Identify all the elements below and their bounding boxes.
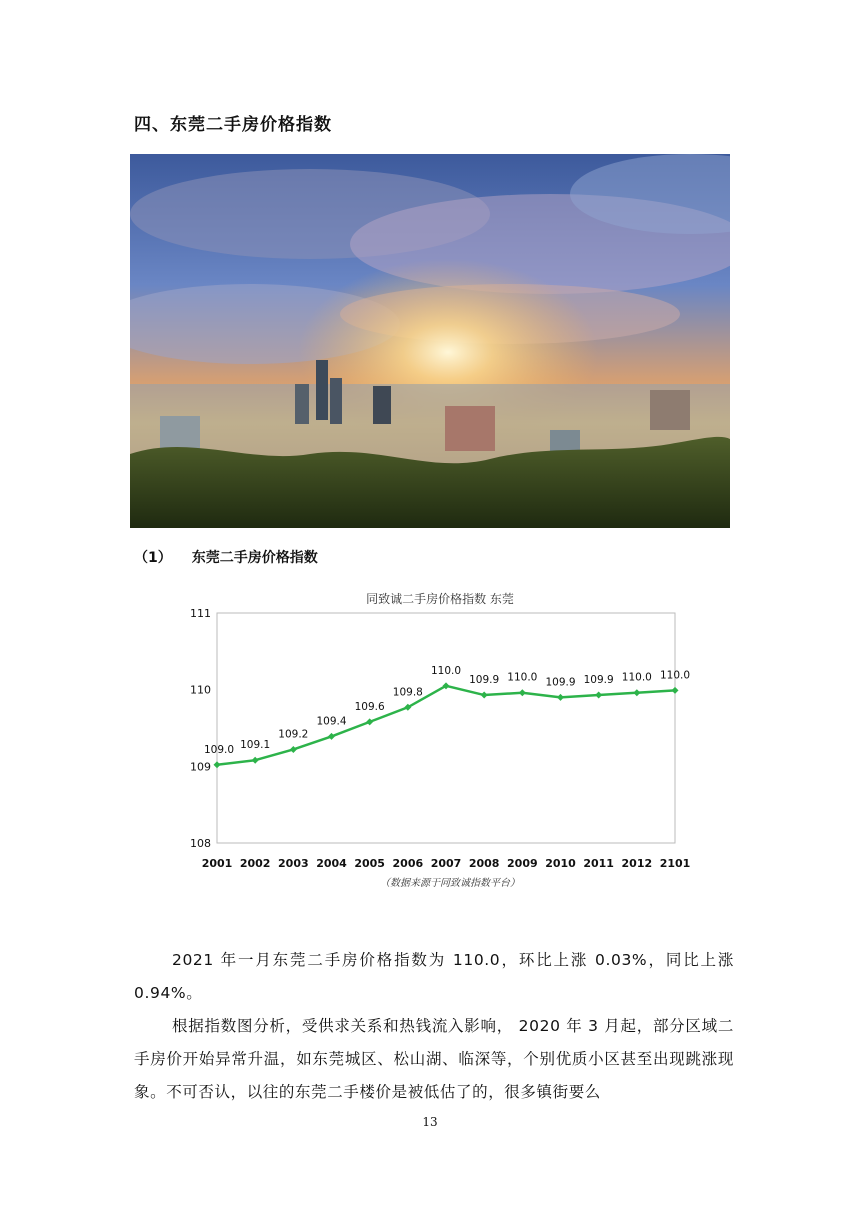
data-label: 110.0 <box>430 664 462 677</box>
paragraph-1: 2021 年一月东莞二手房价格指数为 110.0，环比上涨 0.03%，同比上涨0.94%。 <box>134 951 734 1002</box>
y-tick-label: 111 <box>190 607 211 620</box>
data-point <box>595 692 602 699</box>
data-point <box>672 687 679 694</box>
data-point <box>366 718 373 725</box>
data-point <box>328 733 335 740</box>
data-point <box>214 761 221 768</box>
y-tick-label: 108 <box>190 837 211 850</box>
page-number: 13 <box>422 1115 438 1129</box>
y-tick-label: 109 <box>190 760 211 774</box>
data-label: 110.0 <box>621 671 652 684</box>
x-tick-label: 2009 <box>507 857 538 870</box>
x-tick-label: 2001 <box>201 857 233 870</box>
source-note: （数据来源于同致诚指数平台） <box>380 878 520 889</box>
x-tick-label: 2006 <box>392 857 424 870</box>
x-tick-label: 2011 <box>583 857 614 870</box>
subsection-label: 东莞二手房价格指数 <box>191 550 318 566</box>
chart-title: 同致诚二手房价格指数 东莞 <box>366 592 514 606</box>
data-label: 110.0 <box>659 669 691 682</box>
data-label: 109.9 <box>469 674 500 687</box>
data-point <box>290 746 297 753</box>
x-tick-label: 2002 <box>239 857 271 870</box>
series-line <box>217 686 675 765</box>
data-label: 109.8 <box>392 686 423 699</box>
paragraph-2: 根据指数图分析，受供求关系和热钱流入影响， 2020 年 3 月起，部分区域二手房价开始异常升温，如东莞城区、松山湖、临深等，个别优质小区甚至出现跳涨现象。不可否认，以往的东莞二手楼价是被低估了的，很多镇街要么 <box>134 1017 734 1101</box>
data-label: 109.0 <box>203 743 235 756</box>
data-label: 110.0 <box>507 671 538 684</box>
x-tick-label: 2005 <box>354 857 385 870</box>
data-point <box>519 689 526 696</box>
y-tick-label: 110 <box>190 683 211 697</box>
x-tick-label: 2007 <box>430 857 462 870</box>
x-tick-label: 2004 <box>316 857 347 870</box>
data-point <box>633 689 640 696</box>
section-title: 四、东莞二手房价格指数 <box>134 115 332 135</box>
price-index-chart <box>190 585 710 895</box>
data-label: 109.9 <box>583 674 614 687</box>
x-tick-label: 2010 <box>545 857 576 870</box>
data-point <box>252 757 259 764</box>
data-label: 109.9 <box>545 676 576 689</box>
data-label: 109.6 <box>354 700 385 713</box>
data-label: 109.4 <box>316 715 347 728</box>
x-tick-label: 2012 <box>621 857 653 870</box>
data-label: 109.1 <box>240 739 271 752</box>
data-label: 109.2 <box>278 728 309 741</box>
x-tick-label: 2101 <box>659 857 691 870</box>
x-tick-label: 2008 <box>468 857 500 870</box>
data-point <box>557 694 564 701</box>
city-skyline-photo <box>130 154 730 528</box>
subsection-number: （1） <box>134 550 172 566</box>
x-tick-label: 2003 <box>278 857 309 870</box>
subsection-title <box>134 547 318 567</box>
data-point <box>481 692 488 699</box>
